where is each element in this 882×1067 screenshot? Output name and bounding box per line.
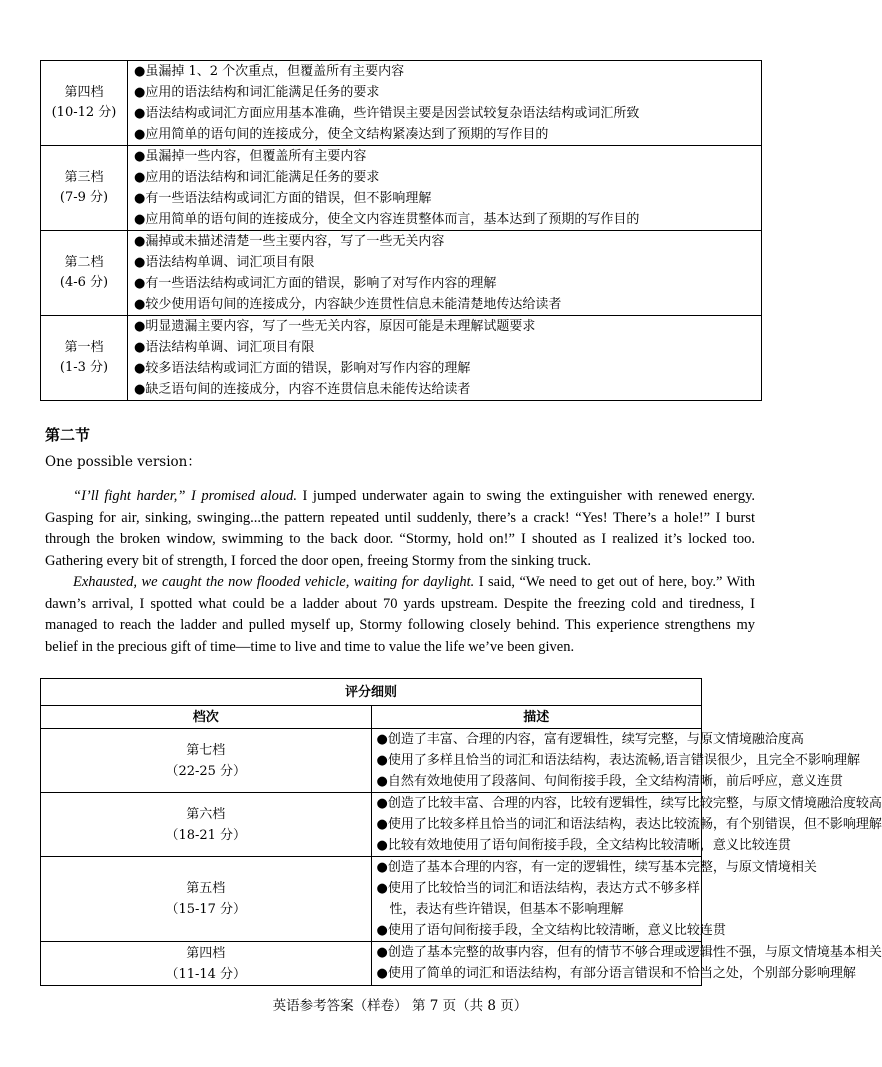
criterion: ●使用了多样且恰当的词汇和语法结构，表达流畅,语言错误很少，且完全不影响理解 bbox=[376, 753, 860, 768]
criterion: ●应用简单的语句间的连接成分，使全文内容连贯整体而言，基本达到了预期的写作目的 bbox=[134, 212, 640, 227]
level-cell bbox=[41, 729, 372, 793]
description-cell bbox=[128, 61, 762, 146]
level-cell bbox=[41, 316, 128, 401]
column-header-description: 描述 bbox=[371, 706, 702, 729]
table-row bbox=[41, 316, 762, 401]
criterion: ●较少使用语句间的连接成分，内容缺少连贯性信息未能清楚地传达给读者 bbox=[134, 297, 562, 312]
level-range: (7-9 分) bbox=[59, 190, 109, 205]
essay-paragraph-1 bbox=[45, 486, 755, 572]
level-name: 第七档 bbox=[186, 742, 226, 758]
criterion: ●虽漏掉 1、2 个次重点，但覆盖所有主要内容 bbox=[134, 64, 405, 79]
criterion: ●创造了比较丰富、合理的内容，比较有逻辑性，续写比较完整，与原文情境融洽度较高 bbox=[376, 796, 882, 811]
criterion: ●语法结构或词汇方面应用基本准确，些许错误主要是因尝试较复杂语法结构或词汇所致 bbox=[134, 106, 640, 121]
level-cell bbox=[41, 942, 372, 986]
description-cell bbox=[371, 857, 817, 942]
table-caption: 评分细则 bbox=[41, 679, 702, 706]
table-row bbox=[41, 61, 762, 146]
description-cell bbox=[371, 793, 882, 857]
level-cell bbox=[41, 857, 372, 942]
description-cell bbox=[371, 729, 860, 793]
level-name: 第六档 bbox=[186, 806, 226, 822]
criterion: ●使用了语句间衔接手段，全文结构比较清晰，意义比较连贯 bbox=[376, 923, 726, 938]
criterion: ●应用的语法结构和词汇能满足任务的要求 bbox=[134, 170, 380, 185]
description-cell bbox=[371, 942, 882, 986]
criterion: ●创造了基本合理的内容，有一定的逻辑性，续写基本完整，与原文情境相关 bbox=[376, 860, 817, 875]
sample-essay bbox=[45, 486, 755, 658]
level-cell bbox=[41, 146, 128, 231]
table-row bbox=[41, 942, 702, 986]
criterion: ●比较有效地使用了语句间衔接手段，全文结构比较清晰，意义比较连贯 bbox=[376, 838, 791, 853]
criterion: ●虽漏掉一些内容，但覆盖所有主要内容 bbox=[134, 149, 367, 164]
section-subtitle: One possible version： bbox=[45, 454, 201, 470]
criterion: ●缺乏语句间的连接成分，内容不连贯信息未能传达给读者 bbox=[134, 382, 471, 397]
criterion: ●创造了基本完整的故事内容，但有的情节不够合理或逻辑性不强，与原文情境基本相关 bbox=[376, 945, 882, 960]
criterion: ●漏掉或未描述清楚一些主要内容，写了一些无关内容 bbox=[134, 234, 445, 249]
level-name: 第三档 bbox=[64, 170, 104, 185]
criterion: ●应用的语法结构和词汇能满足任务的要求 bbox=[134, 85, 380, 100]
essay-paragraph-2 bbox=[45, 572, 755, 658]
table-row bbox=[41, 146, 762, 231]
level-cell bbox=[41, 231, 128, 316]
criterion: ●有一些语法结构或词汇方面的错误，但不影响理解 bbox=[134, 191, 432, 206]
criterion: ●应用简单的语句间的连接成分，使全文结构紧凑达到了预期的写作目的 bbox=[134, 127, 549, 142]
level-cell bbox=[41, 61, 128, 146]
criterion: ●使用了简单的词汇和语法结构，有部分语言错误和不恰当之处，个别部分影响理解 bbox=[376, 966, 856, 981]
section-heading: 第二节 bbox=[45, 426, 91, 444]
essay-body: I said, “We need to get out of here, boy.” With dawn’s arrival, I spotted what could be a ladder about 70 yards upstream. Despite the freezing cold and tiredness, I managed to reach the ladder and pulled myself up, Stormy following closely behind. This experience strengthens my belief in the precious gift of time—time to live and time to value the life we’ve been given. bbox=[45, 574, 755, 655]
scoring-table-part1 bbox=[40, 60, 762, 401]
criterion: ●较多语法结构或词汇方面的错误，影响对写作内容的理解 bbox=[134, 361, 471, 376]
criterion: ●有一些语法结构或词汇方面的错误，影响了对写作内容的理解 bbox=[134, 276, 497, 291]
level-name: 第四档 bbox=[186, 945, 226, 961]
criterion: ●创造了丰富、合理的内容，富有逻辑性，续写完整，与原文情境融洽度高 bbox=[376, 732, 804, 747]
level-name: 第五档 bbox=[186, 881, 226, 896]
level-cell bbox=[41, 793, 372, 857]
scoring-rubric-table bbox=[40, 678, 882, 986]
level-range: （15-17 分） bbox=[165, 902, 247, 917]
essay-body: I jumped underwater again to swing the extinguisher with renewed energy. Gasping for air, sinking, swinging...the pattern repeated until suddenly, there’s a crack! “Yes! There’s a hole!” I burst through the broken window, swimming to the back door. “Stormy, hold on!” I shouted as I realized it’s locked too. Gathering every bit of strength, I forced the door open, freeing Stormy from the sinking truck. bbox=[45, 488, 755, 569]
table-row bbox=[41, 729, 702, 793]
criterion: ●明显遗漏主要内容，写了一些无关内容，原因可能是未理解试题要求 bbox=[134, 319, 536, 334]
table-row bbox=[41, 231, 762, 316]
level-name: 第一档 bbox=[64, 340, 104, 355]
level-name: 第四档 bbox=[64, 85, 104, 100]
table-header-row bbox=[41, 706, 702, 729]
level-range: （18-21 分） bbox=[165, 827, 247, 843]
column-header-level: 档次 bbox=[41, 706, 372, 729]
essay-italic-opening: “I’ll fight harder,” I promised aloud. bbox=[73, 488, 298, 504]
criterion: ●使用了比较恰当的词汇和语法结构，表达方式不够多样性，表达有些许错误，但基本不影响理解 bbox=[376, 881, 700, 917]
level-range: (1-3 分) bbox=[59, 360, 109, 375]
description-cell bbox=[128, 231, 762, 316]
level-name: 第二档 bbox=[64, 255, 104, 270]
level-range: （22-25 分） bbox=[165, 763, 247, 779]
table-row bbox=[41, 793, 702, 857]
description-cell bbox=[128, 146, 762, 231]
criterion: ●使用了比较多样且恰当的词汇和语法结构，表达比较流畅，有个别错误，但不影响理解 bbox=[376, 817, 882, 832]
table-row bbox=[41, 857, 702, 942]
criterion: ●语法结构单调、词汇项目有限 bbox=[134, 340, 315, 355]
description-cell bbox=[128, 316, 762, 401]
table-caption-row bbox=[41, 679, 702, 706]
essay-italic-opening: Exhausted, we caught the now flooded vehicle, waiting for daylight. bbox=[73, 574, 475, 590]
page-footer: 英语参考答案（样卷） 第 7 页（共 8 页） bbox=[272, 998, 528, 1014]
level-range: （11-14 分） bbox=[165, 966, 247, 982]
level-range: (10-12 分) bbox=[51, 105, 117, 120]
criterion: ●自然有效地使用了段落间、句间衔接手段，全文结构清晰，前后呼应，意义连贯 bbox=[376, 774, 843, 789]
criterion: ●语法结构单调、词汇项目有限 bbox=[134, 255, 315, 270]
level-range: (4-6 分) bbox=[59, 275, 109, 290]
